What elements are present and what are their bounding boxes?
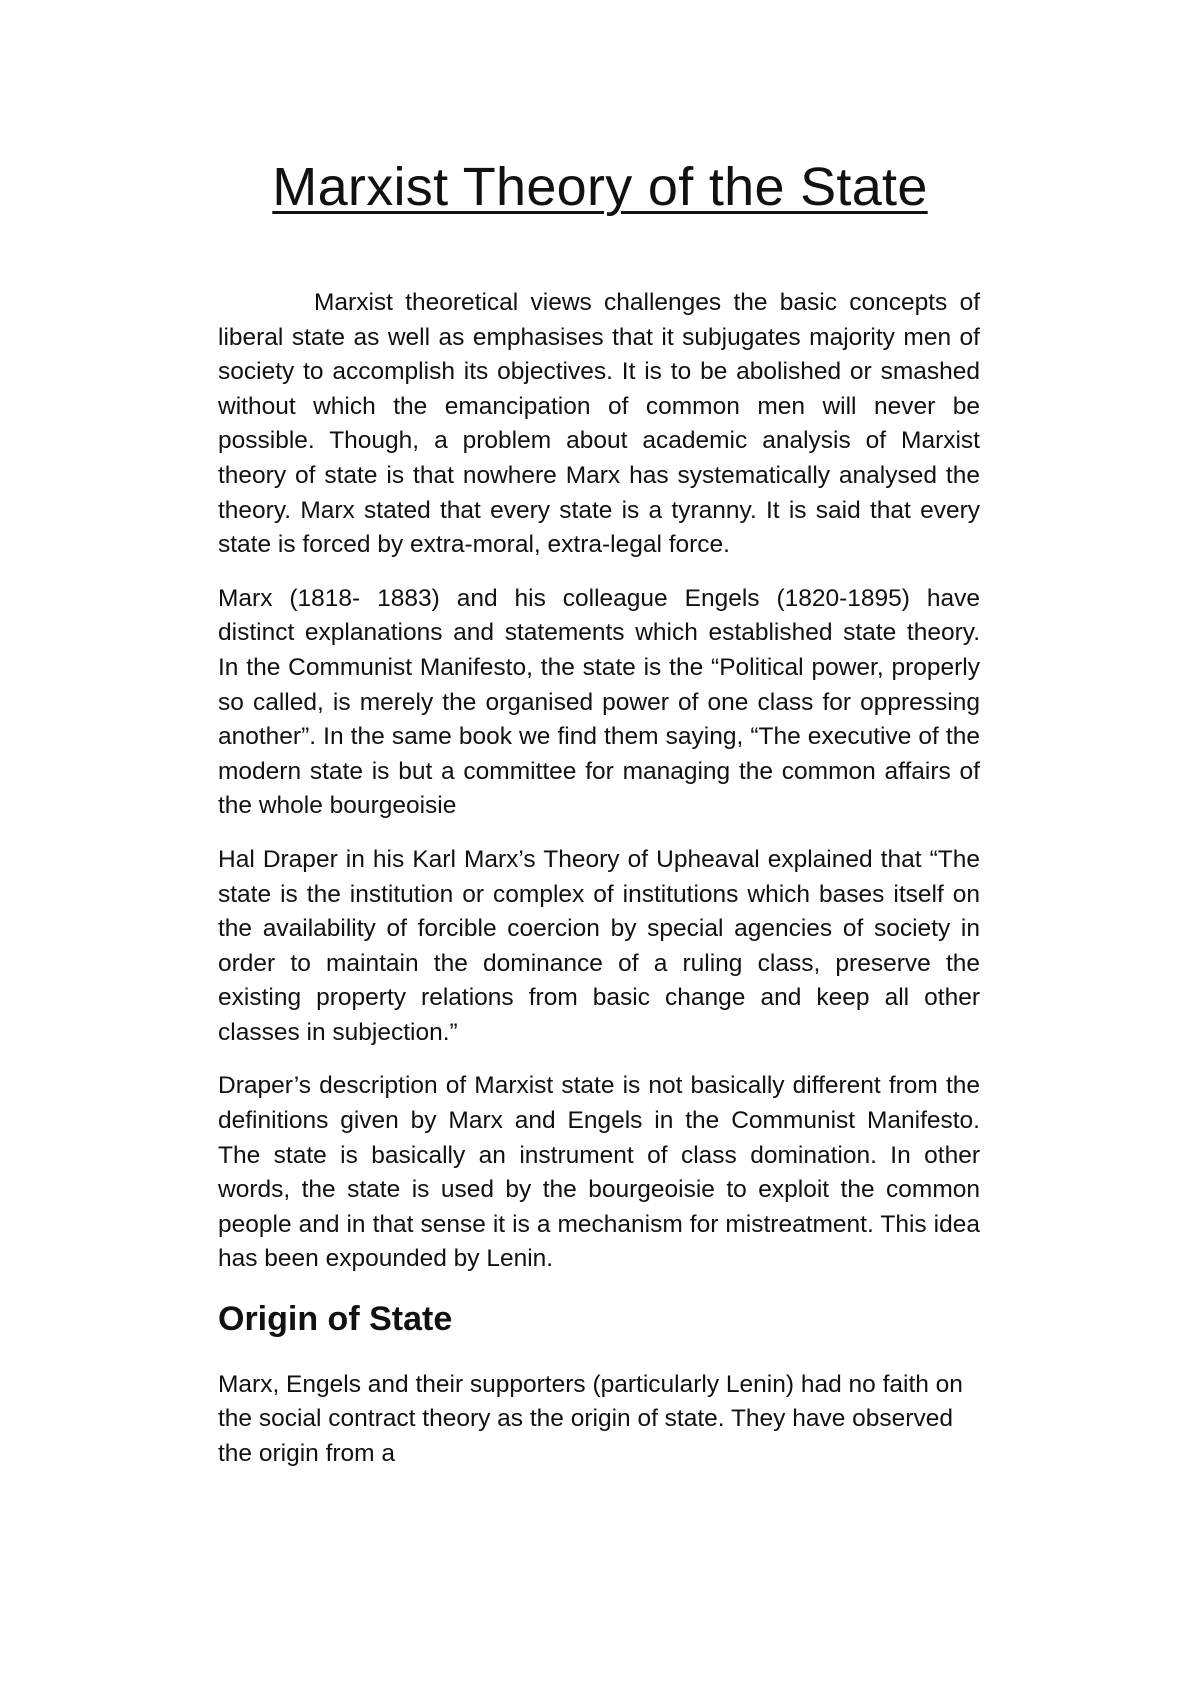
paragraph-hal-draper: Hal Draper in his Karl Marx’s Theory of Upheaval explained that “The state is the institution or complex of institutions which bases itself on the availability of forcible coercion by special agencies of society in order to maintain the dominance of a ruling class, preserve the existing property relations from basic change and keep all other classes in subjection.”	[218, 845, 980, 1046]
paragraph-draper-description: Draper’s description of Marxist state is not basically different from the definitions given by Marx and Engels in the Communist Manifesto. The state is basically an instrument of class domination. In other words, the state is used by the bourgeoisie to exploit the common people and in that sense it is a mechanism for mistreatment. This idea has been expounded by Lenin.	[218, 1072, 980, 1273]
paragraph-origin-of-state: Marx, Engels and their supporters (particularly Lenin) had no faith on the social contract theory as the origin of state. They have observed the origin from a	[218, 1370, 963, 1468]
paragraph-marx-engels: Marx (1818- 1883) and his colleague Engels (1820-1895) have distinct explanations and statements which established state theory. In the Communist Manifesto, the state is the “Political power, properly so called, is merely the organised power of one class for oppressing another”. In the same book we find them saying, “The executive of the modern state is but a committee for managing the common affairs of the whole bourgeoisie	[218, 584, 980, 820]
paragraph-intro: Marxist theoretical views challenges the basic concepts of liberal state as well as emphasises that it subjugates majority men of society to accomplish its objectives. It is to be abolished or smashed without which the emancipation of common men will never be possible. Though, a problem about academic analysis of Marxist theory of state is that nowhere Marx has systematically analysed the theory. Marx stated that every state is a tyranny. It is said that every state is forced by extra-moral, extra-legal force.	[218, 289, 980, 559]
section-heading-origin-of-state: Origin of State	[218, 1300, 453, 1339]
document-body	[218, 286, 980, 1491]
document-title: Marxist Theory of the State	[272, 157, 928, 217]
